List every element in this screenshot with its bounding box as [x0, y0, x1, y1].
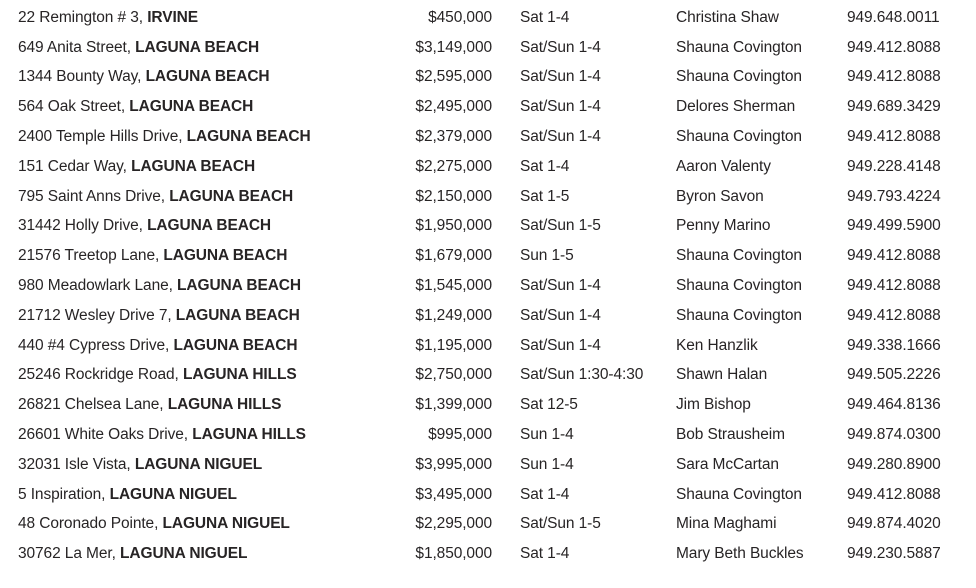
street-address: 22 Remington # 3, [18, 8, 143, 26]
listing-address [18, 396, 392, 414]
open-house-times: Sat 1-4 [520, 545, 570, 563]
listing-price: $1,399,000 [415, 396, 492, 414]
agent-phone: 949.412.8088 [847, 306, 941, 324]
agent-name: Shauna Covington [676, 247, 802, 265]
listing-address [18, 158, 392, 176]
open-house-times: Sat/Sun 1-4 [520, 336, 601, 354]
city-name: LAGUNA BEACH [173, 336, 298, 354]
open-house-times: Sat 1-4 [520, 485, 570, 503]
listing-row [0, 420, 976, 450]
listing-price: $450,000 [428, 8, 492, 26]
agent-name: Penny Marino [676, 217, 771, 235]
listing-row [0, 33, 976, 63]
listing-price: $1,249,000 [415, 306, 492, 324]
agent-phone: 949.648.0011 [847, 8, 940, 26]
street-address: 2400 Temple Hills Drive, [18, 128, 183, 146]
listing-address [18, 9, 392, 27]
agent-name: Aaron Valenty [676, 157, 771, 175]
open-house-times: Sat/Sun 1-5 [520, 217, 601, 235]
agent-phone: 949.230.5887 [847, 545, 941, 563]
listing-row [0, 3, 976, 33]
listing-price: $2,495,000 [415, 98, 492, 116]
city-name: LAGUNA BEACH [169, 187, 294, 205]
listing-row [0, 390, 976, 420]
agent-name: Shauna Covington [676, 277, 802, 295]
open-house-times: Sat/Sun 1-4 [520, 68, 601, 86]
city-name: LAGUNA BEACH [131, 157, 256, 175]
listing-address [18, 217, 392, 235]
listing-price: $1,950,000 [415, 217, 492, 235]
listing-row [0, 122, 976, 152]
listing-price: $1,850,000 [415, 545, 492, 563]
agent-phone: 949.412.8088 [847, 128, 941, 146]
agent-name: Christina Shaw [676, 8, 779, 26]
agent-phone: 949.874.4020 [847, 515, 941, 533]
agent-name: Ken Hanzlik [676, 336, 758, 354]
street-address: 26821 Chelsea Lane, [18, 396, 164, 414]
agent-phone: 949.464.8136 [847, 396, 941, 414]
city-name: IRVINE [147, 8, 198, 26]
street-address: 564 Oak Street, [18, 98, 126, 116]
city-name: LAGUNA NIGUEL [162, 515, 290, 533]
agent-name: Bob Strausheim [676, 426, 785, 444]
listing-row [0, 450, 976, 480]
street-address: 1344 Bounty Way, [18, 68, 142, 86]
street-address: 31442 Holly Drive, [18, 217, 143, 235]
listing-address [18, 456, 392, 474]
agent-phone: 949.280.8900 [847, 455, 941, 473]
listing-address [18, 68, 392, 86]
city-name: LAGUNA BEACH [177, 277, 301, 295]
street-address: 21712 Wesley Drive 7, [18, 306, 172, 324]
city-name: LAGUNA HILLS [192, 426, 306, 444]
street-address: 151 Cedar Way, [18, 157, 127, 175]
agent-phone: 949.228.4148 [847, 157, 941, 175]
listing-address [18, 366, 392, 384]
listing-price: $3,495,000 [415, 485, 492, 503]
listing-address [18, 486, 392, 504]
street-address: 48 Coronado Pointe, [18, 515, 159, 533]
open-house-times: Sun 1-4 [520, 426, 574, 444]
listing-address [18, 188, 392, 206]
agent-phone: 949.412.8088 [847, 485, 941, 503]
street-address: 980 Meadowlark Lane, [18, 277, 173, 295]
street-address: 32031 Isle Vista, [18, 455, 131, 473]
agent-phone: 949.689.3429 [847, 98, 941, 116]
listing-address [18, 39, 392, 57]
agent-phone: 949.874.0300 [847, 426, 941, 444]
listing-address [18, 277, 392, 295]
agent-phone: 949.412.8088 [847, 247, 941, 265]
listing-address [18, 247, 392, 265]
listing-address [18, 337, 392, 355]
agent-name: Jim Bishop [676, 396, 751, 414]
listing-address [18, 545, 392, 563]
open-house-times: Sat/Sun 1-4 [520, 38, 601, 56]
open-house-times: Sat 1-4 [520, 157, 570, 175]
listing-price: $2,595,000 [415, 68, 492, 86]
city-name: LAGUNA BEACH [145, 68, 270, 86]
agent-phone: 949.338.1666 [847, 336, 941, 354]
open-house-times: Sun 1-5 [520, 247, 574, 265]
city-name: LAGUNA BEACH [186, 128, 311, 146]
listing-price: $1,545,000 [415, 277, 492, 295]
city-name: LAGUNA BEACH [147, 217, 272, 235]
agent-phone: 949.412.8088 [847, 277, 941, 295]
listing-address [18, 307, 392, 325]
open-house-times: Sat 1-5 [520, 187, 570, 205]
open-house-times: Sun 1-4 [520, 455, 574, 473]
listing-address [18, 515, 392, 533]
street-address: 26601 White Oaks Drive, [18, 426, 188, 444]
listing-address [18, 98, 392, 116]
listing-price: $3,995,000 [415, 455, 492, 473]
listing-row [0, 539, 976, 569]
agent-name: Byron Savon [676, 187, 764, 205]
city-name: LAGUNA NIGUEL [134, 455, 263, 473]
city-name: LAGUNA HILLS [182, 366, 297, 384]
listing-price: $995,000 [428, 426, 492, 444]
open-house-times: Sat 1-4 [520, 8, 570, 26]
agent-name: Shauna Covington [676, 306, 802, 324]
city-name: LAGUNA BEACH [135, 38, 260, 56]
listing-row [0, 331, 976, 361]
listing-price: $2,150,000 [415, 187, 492, 205]
city-name: LAGUNA HILLS [167, 396, 282, 414]
listing-price: $1,195,000 [415, 336, 492, 354]
agent-phone: 949.505.2226 [847, 366, 941, 384]
agent-name: Shauna Covington [676, 485, 802, 503]
agent-name: Sara McCartan [676, 455, 779, 473]
listing-price: $2,379,000 [415, 128, 492, 146]
agent-phone: 949.412.8088 [847, 38, 941, 56]
city-name: LAGUNA NIGUEL [109, 485, 237, 503]
agent-name: Mary Beth Buckles [676, 545, 804, 563]
city-name: LAGUNA BEACH [175, 306, 300, 324]
listing-row [0, 361, 976, 391]
listing-row [0, 152, 976, 182]
agent-name: Mina Maghami [676, 515, 777, 533]
listing-address [18, 128, 392, 146]
agent-name: Shawn Halan [676, 366, 768, 384]
open-house-times: Sat/Sun 1-4 [520, 98, 601, 116]
street-address: 649 Anita Street, [18, 38, 131, 56]
agent-phone: 949.793.4224 [847, 187, 941, 205]
city-name: LAGUNA BEACH [129, 98, 254, 116]
listing-price: $1,679,000 [415, 247, 492, 265]
listing-price: $2,275,000 [415, 157, 492, 175]
listing-row [0, 301, 976, 331]
street-address: 30762 La Mer, [18, 545, 116, 563]
listing-address [18, 426, 392, 444]
city-name: LAGUNA BEACH [163, 247, 288, 265]
listing-price: $3,149,000 [415, 38, 492, 56]
open-house-times: Sat/Sun 1:30-4:30 [520, 366, 644, 384]
agent-name: Delores Sherman [676, 98, 796, 116]
agent-name: Shauna Covington [676, 38, 802, 56]
agent-phone: 949.499.5900 [847, 217, 941, 235]
open-house-times: Sat/Sun 1-4 [520, 306, 601, 324]
listing-row [0, 480, 976, 510]
agent-name: Shauna Covington [676, 128, 802, 146]
open-house-times: Sat 12-5 [520, 396, 578, 414]
listing-price: $2,750,000 [415, 366, 492, 384]
listing-row [0, 212, 976, 242]
street-address: 795 Saint Anns Drive, [18, 187, 165, 205]
agent-name: Shauna Covington [676, 68, 802, 86]
listing-row [0, 510, 976, 540]
listing-row [0, 182, 976, 212]
open-house-times: Sat/Sun 1-4 [520, 128, 601, 146]
street-address: 440 #4 Cypress Drive, [18, 336, 170, 354]
open-house-times: Sat/Sun 1-5 [520, 515, 601, 533]
agent-phone: 949.412.8088 [847, 68, 941, 86]
street-address: 5 Inspiration, [18, 485, 106, 503]
listing-row [0, 271, 976, 301]
city-name: LAGUNA NIGUEL [120, 545, 248, 563]
street-address: 25246 Rockridge Road, [18, 366, 179, 384]
open-house-times: Sat/Sun 1-4 [520, 277, 601, 295]
listing-row [0, 63, 976, 93]
street-address: 21576 Treetop Lane, [18, 247, 160, 265]
listing-price: $2,295,000 [415, 515, 492, 533]
listing-row [0, 92, 976, 122]
listing-row [0, 241, 976, 271]
